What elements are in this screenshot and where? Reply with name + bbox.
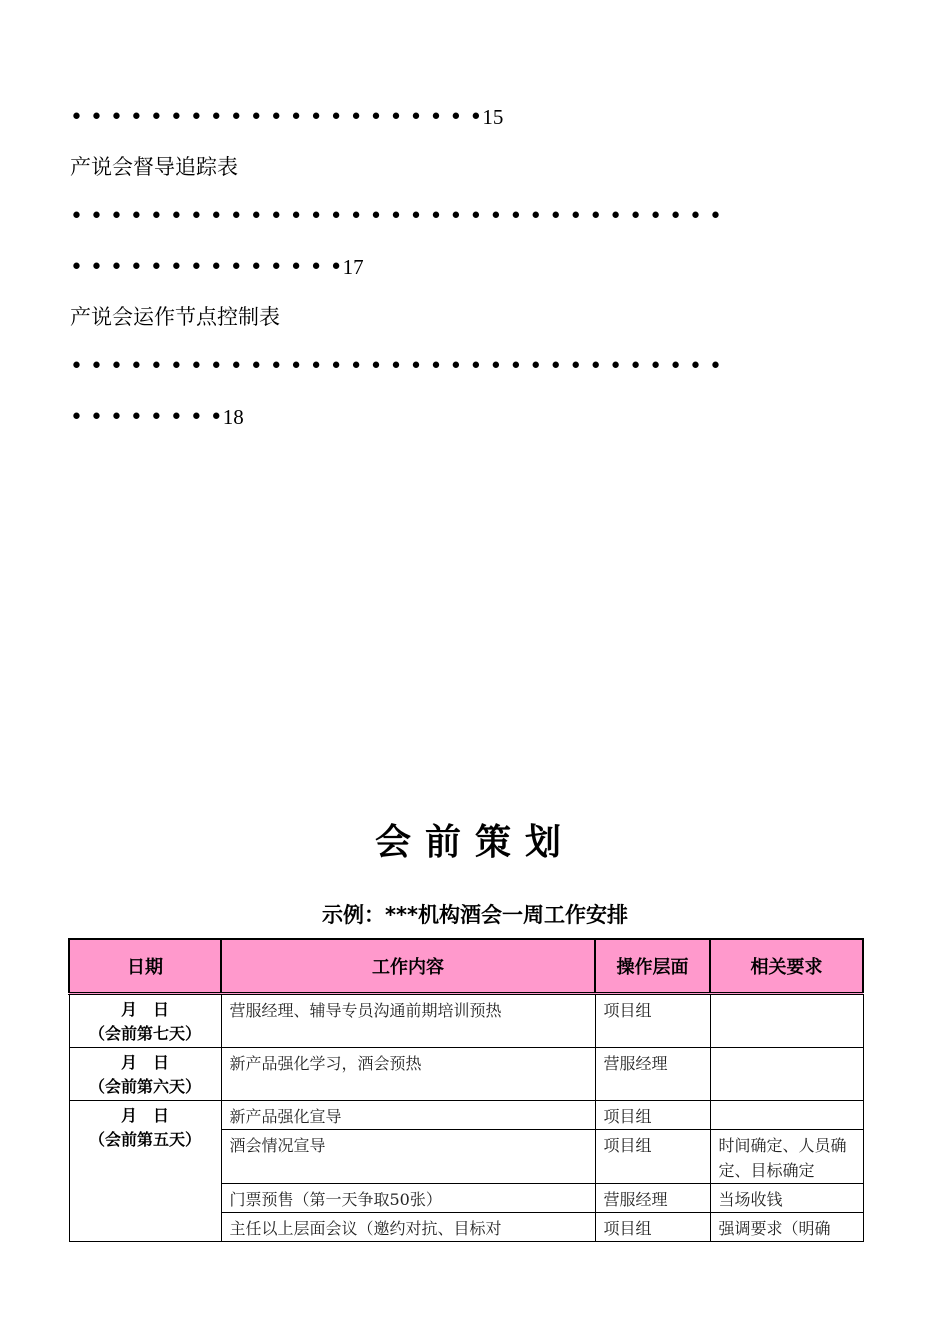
date-cell bbox=[69, 994, 221, 1048]
toc-leader-dots: • • • • • • • • • • • • • • • • • • • • • • • • • • • • • • • • • bbox=[70, 204, 723, 229]
requirement-cell: 强调要求（明确 bbox=[710, 1213, 863, 1242]
date-month-day: 月 日 bbox=[120, 1053, 169, 1072]
date-offset: （会前第五天） bbox=[88, 1130, 201, 1149]
content-cell: 主任以上层面会议（邀约对抗、目标对 bbox=[221, 1213, 595, 1242]
date-cell bbox=[69, 1101, 221, 1242]
content-cell: 酒会情况宣导 bbox=[221, 1130, 595, 1184]
toc-leader-dots: • • • • • • • • • • • • • • • • • • • • • bbox=[70, 105, 483, 130]
table-row bbox=[69, 994, 863, 1048]
toc-leader-dots: • • • • • • • • bbox=[70, 405, 223, 430]
requirement-cell bbox=[710, 994, 863, 1048]
content-cell: 新产品强化学习，酒会预热 bbox=[221, 1048, 595, 1101]
requirement-cell: 当场收钱 bbox=[710, 1184, 863, 1213]
weekly-schedule-table bbox=[68, 938, 864, 1242]
date-cell bbox=[69, 1048, 221, 1101]
toc-page-number: 15 bbox=[482, 105, 504, 129]
toc-page-number: 17 bbox=[342, 255, 364, 279]
toc-dots-line bbox=[70, 252, 364, 283]
level-cell: 项目组 bbox=[595, 994, 710, 1048]
level-cell: 项目组 bbox=[595, 1101, 710, 1130]
requirement-cell: 时间确定、人员确定、目标确定 bbox=[710, 1130, 863, 1184]
toc-entry-title: 产说会运作节点控制表 bbox=[70, 305, 280, 329]
date-offset: （会前第七天） bbox=[88, 1024, 201, 1043]
date-offset: （会前第六天） bbox=[88, 1077, 201, 1096]
header-requirements: 相关要求 bbox=[710, 939, 863, 994]
table-row bbox=[69, 1101, 863, 1130]
date-month-day: 月 日 bbox=[120, 1106, 169, 1125]
requirement-cell bbox=[710, 1101, 863, 1130]
level-cell: 营服经理 bbox=[595, 1184, 710, 1213]
level-cell: 营服经理 bbox=[595, 1048, 710, 1101]
date-month-day: 月 日 bbox=[120, 1000, 169, 1019]
toc-leader-dots: • • • • • • • • • • • • • • bbox=[70, 255, 343, 280]
header-date: 日期 bbox=[69, 939, 221, 994]
requirement-cell bbox=[710, 1048, 863, 1101]
toc-page-number: 18 bbox=[222, 405, 244, 429]
header-content: 工作内容 bbox=[221, 939, 595, 994]
toc-dots-line bbox=[70, 402, 244, 433]
table-header-row bbox=[69, 939, 863, 994]
content-cell: 新产品强化宣导 bbox=[221, 1101, 595, 1130]
toc-entry-title: 产说会督导追踪表 bbox=[70, 155, 238, 179]
table-row bbox=[69, 1048, 863, 1101]
content-cell: 门票预售（第一天争取50张） bbox=[221, 1184, 595, 1213]
section-title: 会前策划 bbox=[374, 822, 575, 863]
schedule-subtitle: 示例：***机构酒会一周工作安排 bbox=[322, 903, 628, 927]
content-cell: 营服经理、辅导专员沟通前期培训预热 bbox=[221, 994, 595, 1048]
level-cell: 项目组 bbox=[595, 1130, 710, 1184]
header-level: 操作层面 bbox=[595, 939, 710, 994]
toc-dots-line bbox=[70, 102, 503, 133]
toc-leader-dots: • • • • • • • • • • • • • • • • • • • • • • • • • • • • • • • • • bbox=[70, 354, 723, 379]
level-cell: 项目组 bbox=[595, 1213, 710, 1242]
